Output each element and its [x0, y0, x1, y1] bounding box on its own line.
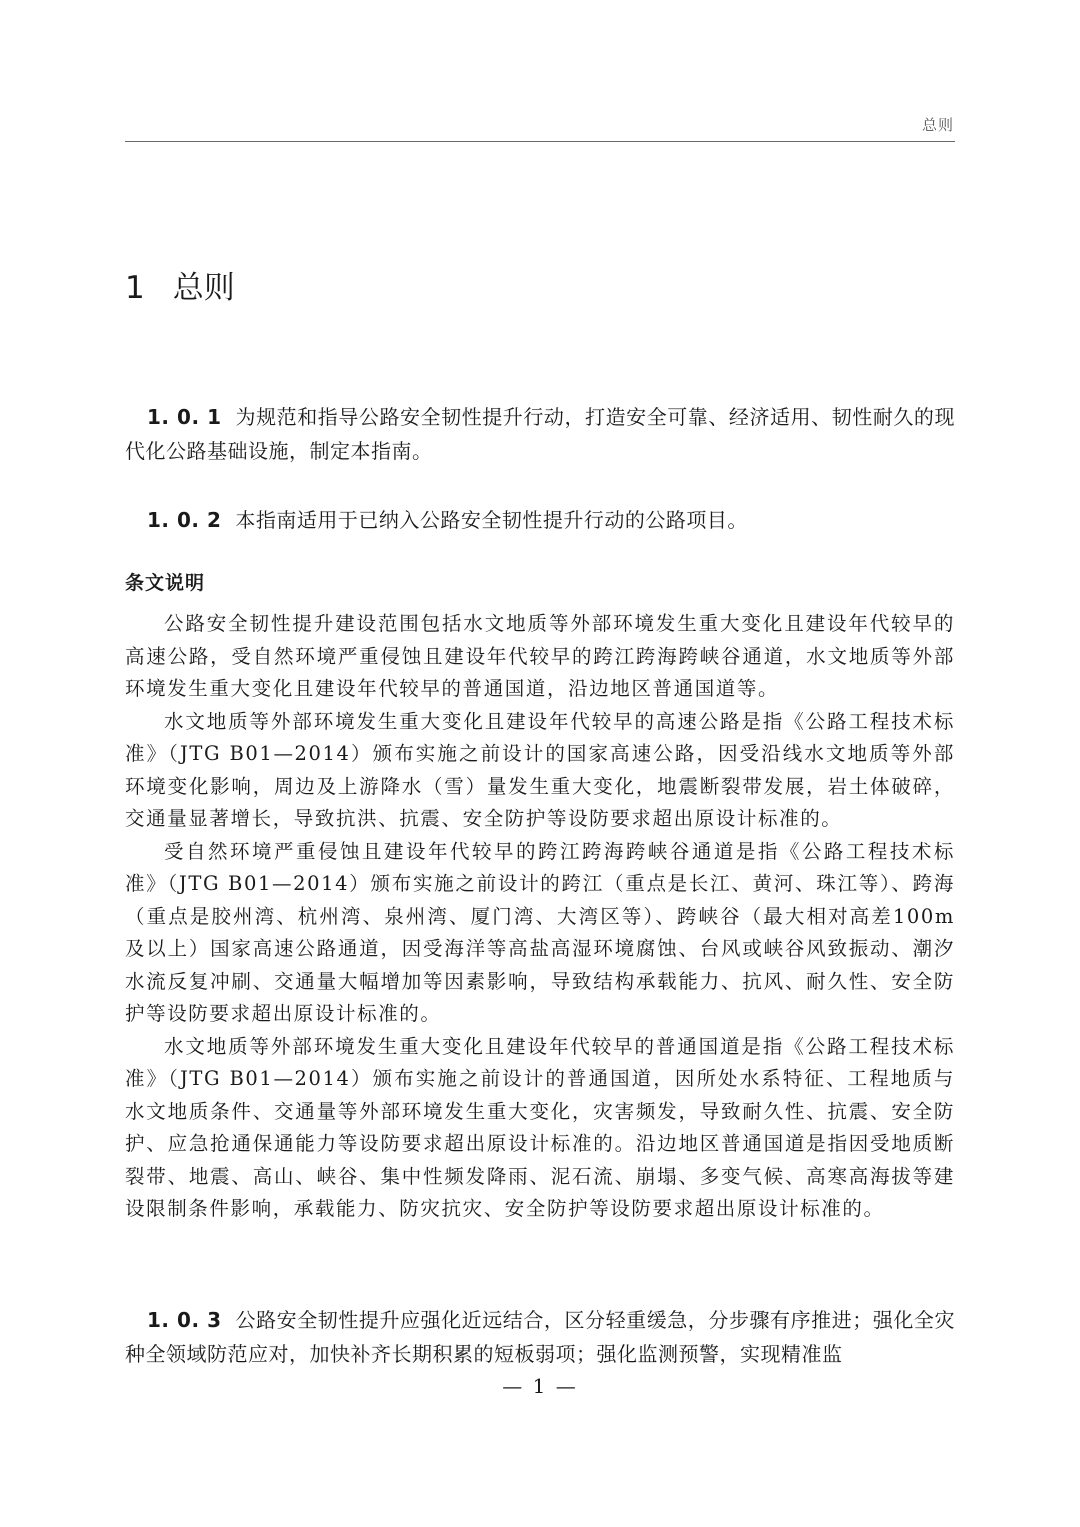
chapter-heading [125, 262, 235, 307]
page-number: — 1 — [502, 1374, 578, 1398]
explanation-paragraph: 水文地质等外部环境发生重大变化且建设年代较早的普通国道是指《公路工程技术标准》（JTG B01—2014）颁布实施之前设计的普通国道，因所处水系特征、工程地质与水文地质条件、交通量等外部环境发生重大变化，灾害频发，导致耐久性、抗震、安全防护、应急抢通保通能力等设防要求超出原设计标准的。沿边地区普通国道是指因受地质断裂带、地震、高山、峡谷、集中性频发降雨、泥石流、崩塌、多变气候、高寒高海拔等建设限制条件影响，承载能力、防灾抗灾、安全防护等设防要求超出原设计标准的。 [125, 1034, 955, 1220]
explanation-paragraph: 水文地质等外部环境发生重大变化且建设年代较早的高速公路是指《公路工程技术标准》（JTG B01—2014）颁布实施之前设计的国家高速公路，因受沿线水文地质等外部环境变化影响，周边及上游降水（雪）量发生重大变化，地震断裂带发展，岩土体破碎，交通量显著增长，导致抗洪、抗震、安全防护等设防要求超出原设计标准的。 [125, 709, 955, 830]
clause-number: 1. 0. 1 [147, 405, 222, 429]
clause-number: 1. 0. 2 [147, 508, 222, 532]
explanation-paragraph: 受自然环境严重侵蚀且建设年代较早的跨江跨海跨峡谷通道是指《公路工程技术标准》（JTG B01—2014）颁布实施之前设计的跨江（重点是长江、黄河、珠江等）、跨海（重点是胶州湾、杭州湾、泉州湾、厦门湾、大湾区等）、跨峡谷（最大相对高差100m及以上）国家高速公路通道，因受海洋等高盐高湿环境腐蚀、台风或峡谷风致振动、潮汐水流反复冲刷、交通量大幅增加等因素影响，导致结构承载能力、抗风、耐久性、安全防护等设防要求超出原设计标准的。 [125, 839, 955, 1025]
clause-text: 为规范和指导公路安全韧性提升行动，打造安全可靠、经济适用、韧性耐久的现代化公路基础设施，制定本指南。 [125, 405, 955, 463]
clause-text: 公路安全韧性提升应强化近远结合，区分轻重缓急，分步骤有序推进；强化全灾种全领域防范应对，加快补齐长期积累的短板弱项；强化监测预警，实现精准监 [125, 1308, 955, 1366]
header-rule [125, 141, 955, 142]
clause-1-0-2 [125, 503, 955, 537]
chapter-title: 总则 [172, 270, 235, 306]
clause-1-0-1 [125, 400, 955, 468]
clause-number: 1. 0. 3 [147, 1308, 222, 1332]
clause-text: 本指南适用于已纳入公路安全韧性提升行动的公路项目。 [235, 508, 748, 532]
explanation-paragraph: 公路安全韧性提升建设范围包括水文地质等外部环境发生重大变化且建设年代较早的高速公路，受自然环境严重侵蚀且建设年代较早的跨江跨海跨峡谷通道，水文地质等外部环境发生重大变化且建设年代较早的普通国道，沿边地区普通国道等。 [125, 612, 955, 700]
explanation-body [125, 608, 955, 1226]
running-header: 总则 [921, 116, 954, 134]
chapter-number: 1 [125, 270, 145, 306]
explanation-heading: 条文说明 [125, 572, 206, 594]
clause-1-0-3 [125, 1303, 955, 1371]
